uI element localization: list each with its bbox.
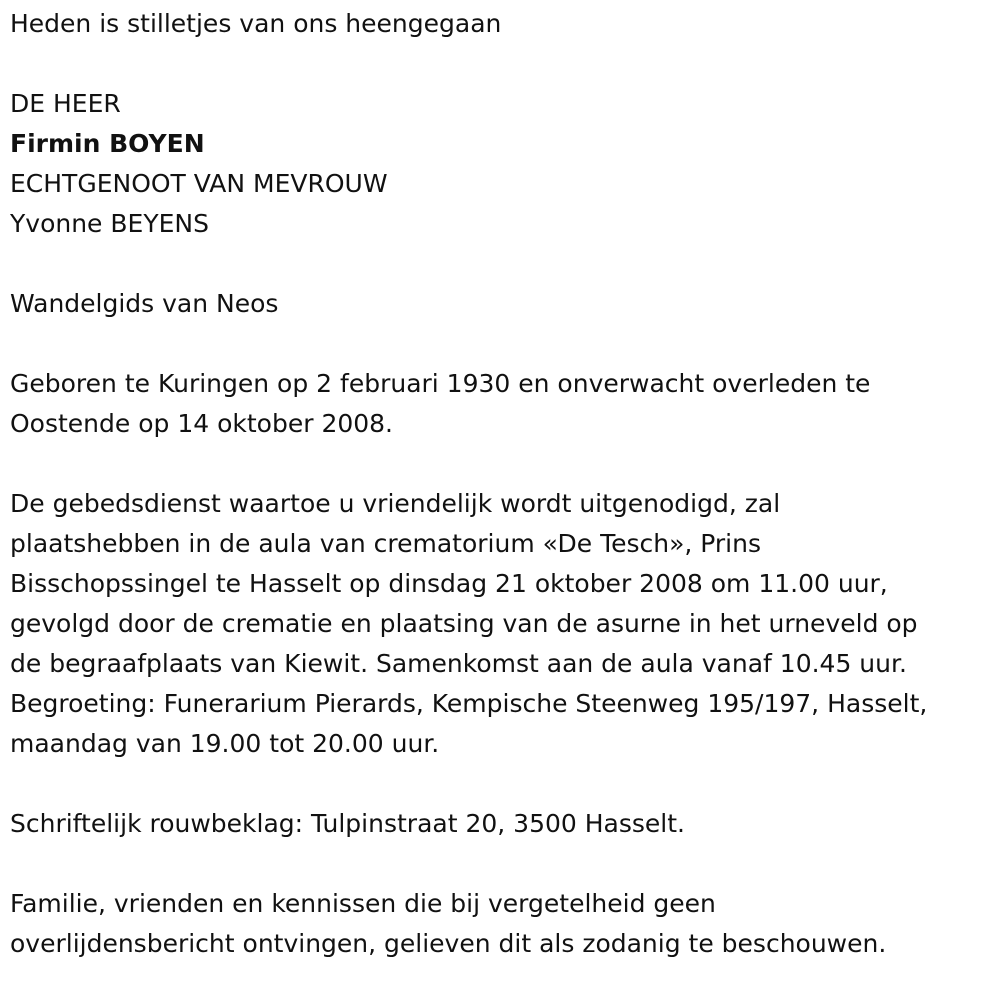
birth-death-paragraph (10, 364, 985, 444)
text-line: Bisschopssingel te Hasselt op dinsdag 21 oktober 2008 om 11.00 uur, (10, 569, 888, 598)
service-paragraph (10, 484, 985, 764)
title-line: DE HEER (10, 89, 121, 118)
spacer (10, 764, 1000, 804)
text-line: Oostende op 14 oktober 2008. (10, 409, 394, 438)
deceased-name: Firmin BOYEN (10, 129, 205, 158)
text-line: Familie, vrienden en kennissen die bij vergetelheid geen (10, 889, 716, 918)
text-line: maandag van 19.00 tot 20.00 uur. (10, 729, 440, 758)
spouse-label: ECHTGENOOT VAN MEVROUW (10, 169, 388, 198)
text-line: Geboren te Kuringen op 2 februari 1930 en onverwacht overleden te (10, 369, 871, 398)
closing-paragraph (10, 884, 985, 964)
spacer (10, 324, 1000, 364)
intro-line: Heden is stilletjes van ons heengegaan (10, 9, 502, 38)
spouse-name: Yvonne BEYENS (10, 209, 209, 238)
text-line: gevolgd door de crematie en plaatsing van de asurne in het urneveld op (10, 609, 918, 638)
spacer (10, 444, 1000, 484)
role-line: Wandelgids van Neos (10, 289, 279, 318)
spacer (10, 844, 1000, 884)
spacer (10, 44, 1000, 84)
text-line: plaatshebben in de aula van crematorium «De Tesch», Prins (10, 529, 762, 558)
text-line: De gebedsdienst waartoe u vriendelijk wordt uitgenodigd, zal (10, 489, 781, 518)
text-line: overlijdensbericht ontvingen, gelieven dit als zodanig te beschouwen. (10, 929, 887, 958)
text-line: de begraafplaats van Kiewit. Samenkomst aan de aula vanaf 10.45 uur. (10, 649, 907, 678)
text-line: Begroeting: Funerarium Pierards, Kempische Steenweg 195/197, Hasselt, (10, 689, 928, 718)
condolences-line: Schriftelijk rouwbeklag: Tulpinstraat 20, 3500 Hasselt. (10, 809, 685, 838)
spacer (10, 244, 1000, 284)
